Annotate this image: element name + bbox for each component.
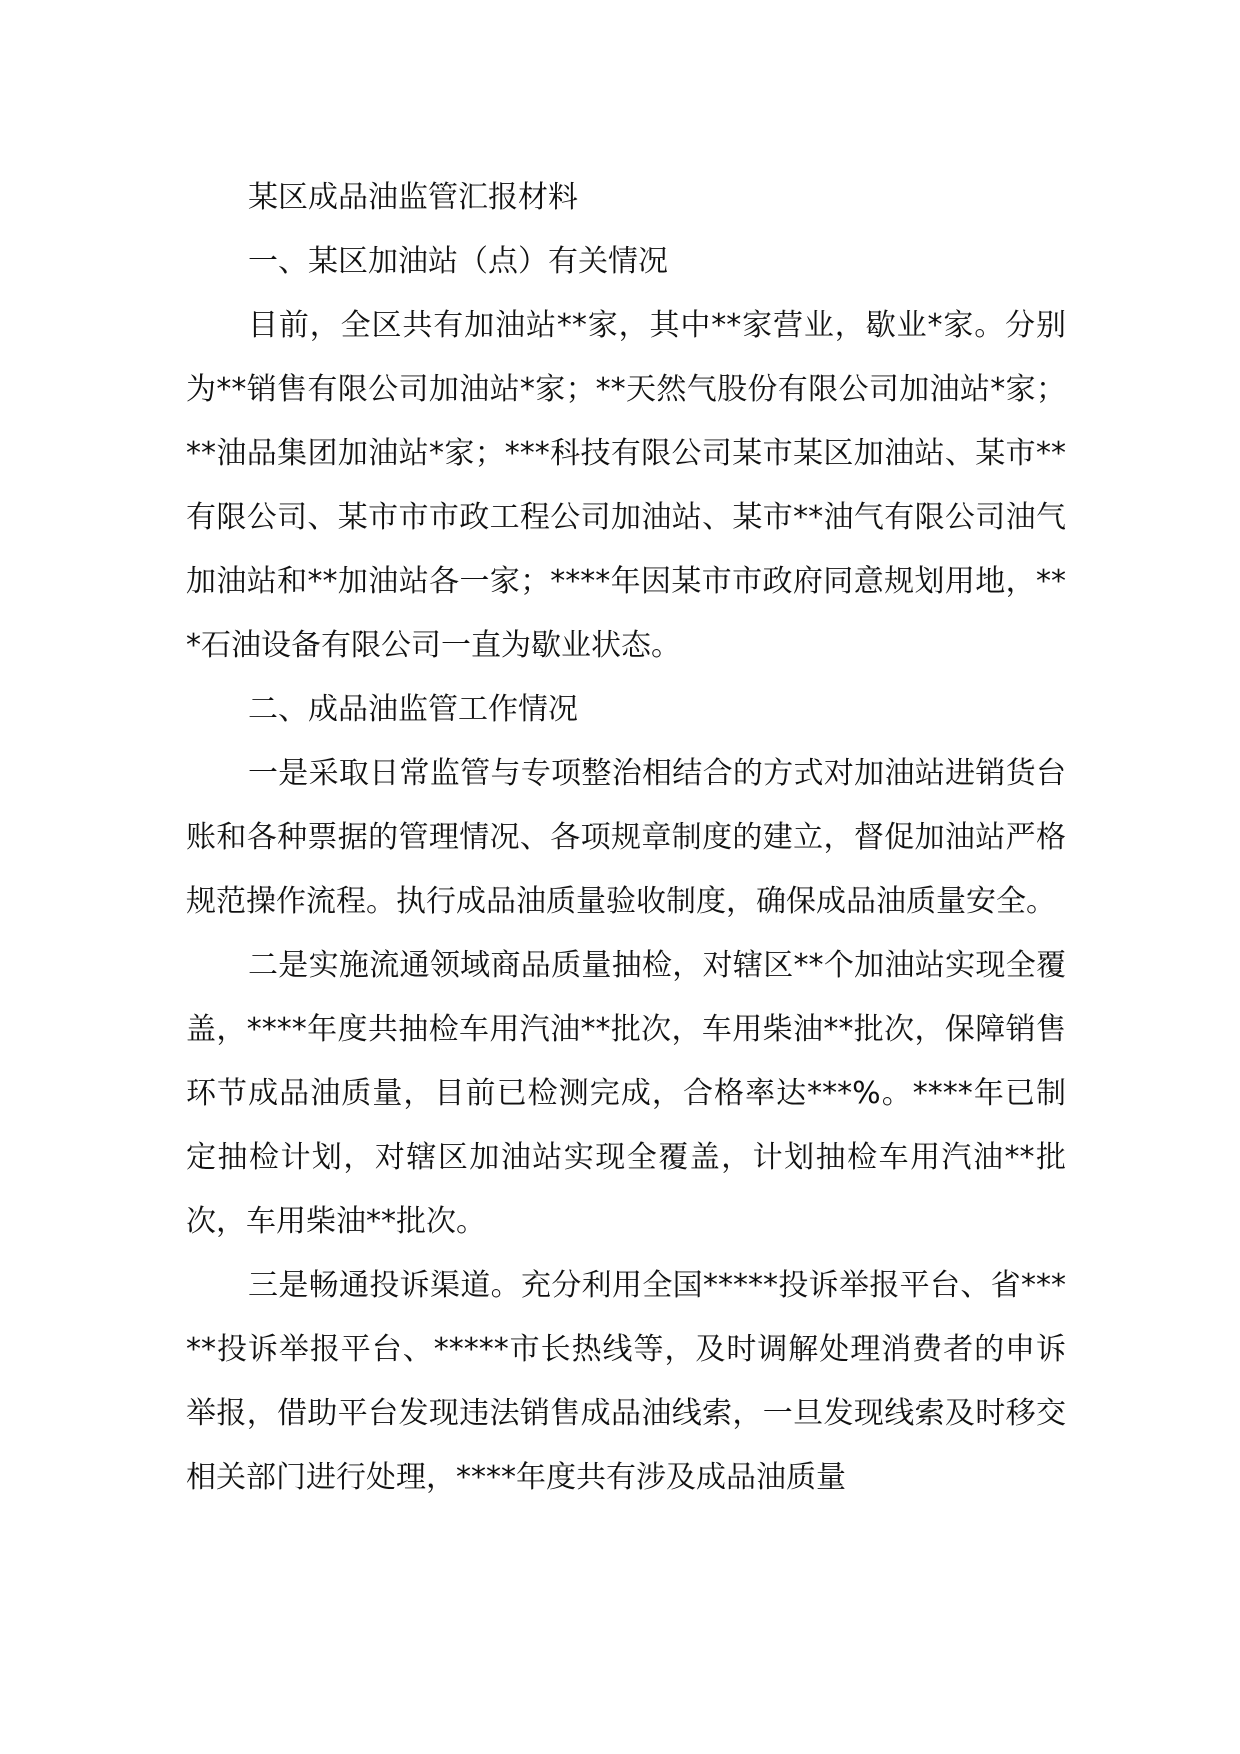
document-title: 某区成品油监管汇报材料 [248,180,578,215]
section-1-heading: 一、某区加油站（点）有关情况 [248,244,668,279]
section-1-paragraph: 目前，全区共有加油站**家，其中**家营业，歇业*家。分别为**销售有限公司加油站*家；**天然气股份有限公司加油站*家；**油品集团加油站*家；***科技有限公司某市某区加油站、某市**有限公司、某市市市政工程公司加油站、某市**油气有限公司油气加油站和**加油站各一家；****年因某市市政府同意规划用地，***石油设备有限公司一直为歇业状态。 [186,308,1066,663]
section-2-paragraph-1: 一是采取日常监管与专项整治相结合的方式对加油站进销货台账和各种票据的管理情况、各项规章制度的建立，督促加油站严格规范操作流程。执行成品油质量验收制度，确保成品油质量安全。 [186,756,1066,919]
section-2-paragraph-2: 二是实施流通领域商品质量抽检，对辖区**个加油站实现全覆盖，****年度共抽检车用汽油**批次，车用柴油**批次，保障销售环节成品油质量，目前已检测完成，合格率达***%。****年已制定抽检计划，对辖区加油站实现全覆盖，计划抽检车用汽油**批次，车用柴油**批次。 [186,948,1066,1239]
section-2-paragraph-3: 三是畅通投诉渠道。充分利用全国*****投诉举报平台、省*****投诉举报平台、*****市长热线等，及时调解处理消费者的申诉举报，借助平台发现违法销售成品油线索，一旦发现线索及时移交相关部门进行处理，****年度共有涉及成品油质量 [186,1268,1066,1495]
section-2-heading: 二、成品油监管工作情况 [248,692,578,727]
document-body [186,166,1066,1510]
